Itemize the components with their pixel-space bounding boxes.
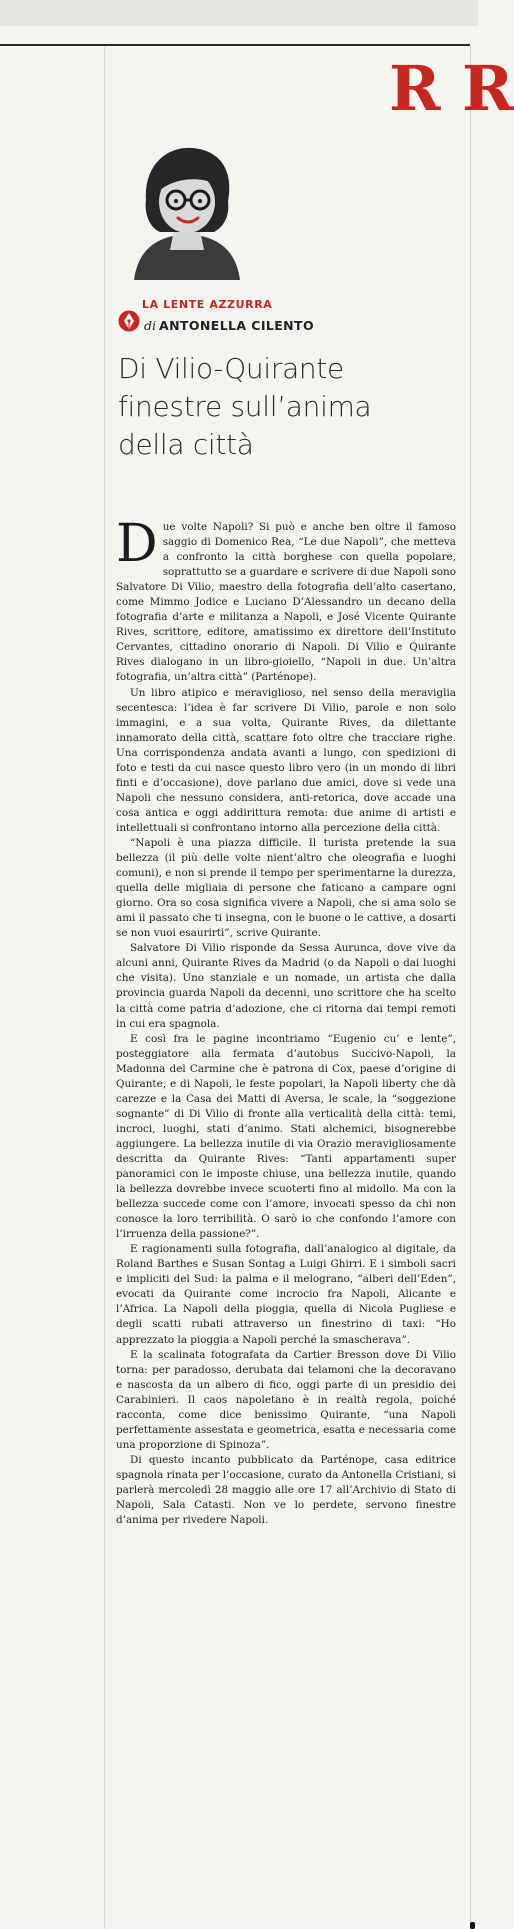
top-rule <box>0 44 470 46</box>
byline <box>144 318 314 333</box>
column-rubric: LA LENTE AZZURRA <box>142 298 273 311</box>
drop-cap: D <box>116 514 158 574</box>
top-band <box>0 0 478 26</box>
page-edge-mark <box>470 1922 475 1929</box>
article-paragraph: Un libro atipico e meraviglioso, nel senso della meraviglia secentesca: l’idea è far scrivere Di Vilio, parole e non solo immagini, e a sua volta, Quirante Rives, da dilettante innamorato della città, scattare foto oltre che tracciare righe. Una corrispondenza andata avanti a lungo, con spedizioni di foto e testi da cui nasce questo libro vero (in un mondo di libri finti e d’occasione), dove parlano due amici, dove si vede una Napoli che nessuno considera, anti-retorica, dove accade una cosa antica e oggi addirittura remota: due anime di artisti e intellettuali si confrontano intorno alla percezione della città. <box>116 686 456 834</box>
author-portrait <box>116 140 258 280</box>
article-paragraph: Due volte Napoli? Si può e anche ben oltre il famoso saggio di Domenico Rea, “Le due Napoli”, che metteva a confronto la città borghese con quella popolare, soprattutto se a guardare e scrivere di due Napoli sono Salvatore Di Vilio, maestro della fotografia dell’alto casertano, come Mimmo Jodice e Luciano D’Alessandro un decano della fotografia d’arte e militanza a Napoli, e José Vicente Quirante Rives, scrittore, editore, amatissimo ex direttore dell’Instituto Cervantes, cittadino onorario di Napoli. Di Vilio e Quirante Rives dialogano in un libro-gioiello, “Napoli in due. Un’altra fotografia, un’altra città” (Parténope). <box>116 514 456 684</box>
article-paragraph: E la scalinata fotografata da Cartier Bresson dove Di Vilio torna: per paradosso, derubata dai telamoni che la decoravano e nascosta da un albero di fico, oggi parte di un presidio dei Carabinieri. Il caos napoletano è in realtà regola, poiché racconta, come dice benissimo Quirante, “una Napoli perfettamente assestata e geometrica, esatta e necessaria come una proporzione di Spinoza”. <box>116 1348 456 1451</box>
headline <box>118 350 448 464</box>
article-paragraph: Di questo incanto pubblicato da Parténope, casa editrice spagnola rinata per l’occasione, curato da Antonella Cristiani, si parlerà mercoledì 28 maggio alle ore 17 all’Archivio di Stato di Napoli, Sala Catasti. Non ve lo perdete, servono finestre d’anima per rivedere Napoli. <box>116 1453 456 1527</box>
author-name: ANTONELLA CILENTO <box>159 318 314 333</box>
headline-line: Di Vilio-Quirante <box>118 352 344 385</box>
section-letter-next: R <box>462 52 514 125</box>
column-divider <box>104 46 105 1929</box>
headline-line: finestre sull’anima <box>118 390 372 423</box>
article-paragraph: E ragionamenti sulla fotografia, dall’analogico al digitale, da Roland Barthes e Susan Sontag a Luigi Ghirri. E i simboli sacri e impliciti del Sud: la palma e il melograno, “alberi dell’Eden”, evocati da Quirante come incrocio fra Napoli, Alicante e l’Africa. La Napoli della pioggia, quella di Nicola Pugliese e degli scatti rubati attraverso un finestrino di taxi: “Ho apprezzato la pioggia a Napoli perché la smascherava”. <box>116 1243 456 1346</box>
section-letter: R <box>389 52 441 125</box>
article-paragraph: Salvatore Di Vilio risponde da Sessa Aurunca, dove vive da alcuni anni, Quirante Rives da Madrid (o da Napoli o dai luoghi che visita). Uno stanziale e un nomade, un artista che dalla provincia guarda Napoli da decenni, uno scrittore che ha scelto la città come patria d’adozione, che ci ritorna dai tempi remoti in cui era spagnola. <box>116 942 456 1030</box>
article-body <box>116 514 456 1528</box>
article-paragraph: E così fra le pagine incontriamo “Eugenio cu’ e lente”, posteggiatore alla fermata d’autobus Succivo-Napoli, la Madonna del Carmine che è patrona di Cox, paese d’origine di Quirante, e di Napoli, le feste popolari, la Napoli liberty che dà carezze e la Casa dei Matti di Aversa, le scale, la “soggezione sognante” di Di Vilio di fronte alla verticalità della città: temi, incroci, luoghi, stati d’animo. Stati alchemici, bisognerebbe aggiungere. La bellezza inutile di via Orazio meravigliosamente descritta da Quirante Rives: “Tanti appartamenti super panoramici con le imposte chiuse, una bellezza inutile, quando la bellezza dovrebbe invece scuoterti fino al midollo. Ma con la bellezza succede come con l’amore, invocati spesso da chi non conosce la loro terribilità. O sarò io che confondo l’amore con l’irruenza della passione?”. <box>116 1032 456 1241</box>
article-paragraph: “Napoli è una piazza difficile. Il turista pretende la sua bellezza (il più delle volte nient’altro che oleografia e luoghi comuni), e non si prende il tempo per sperimentarne la durezza, quella delle migliaia di persone che faticano a campare ogni giorno. Ora so cosa significa vivere a Napoli, che si ama solo se ami il passato che ti insegna, con le buone o le cattive, a dosarti se non vuoi esaurirti”, scrive Quirante. <box>116 836 456 940</box>
pen-nib-icon <box>118 309 140 333</box>
right-divider <box>470 46 471 1929</box>
headline-line: della città <box>118 428 254 461</box>
byline-prefix: di <box>144 318 156 333</box>
